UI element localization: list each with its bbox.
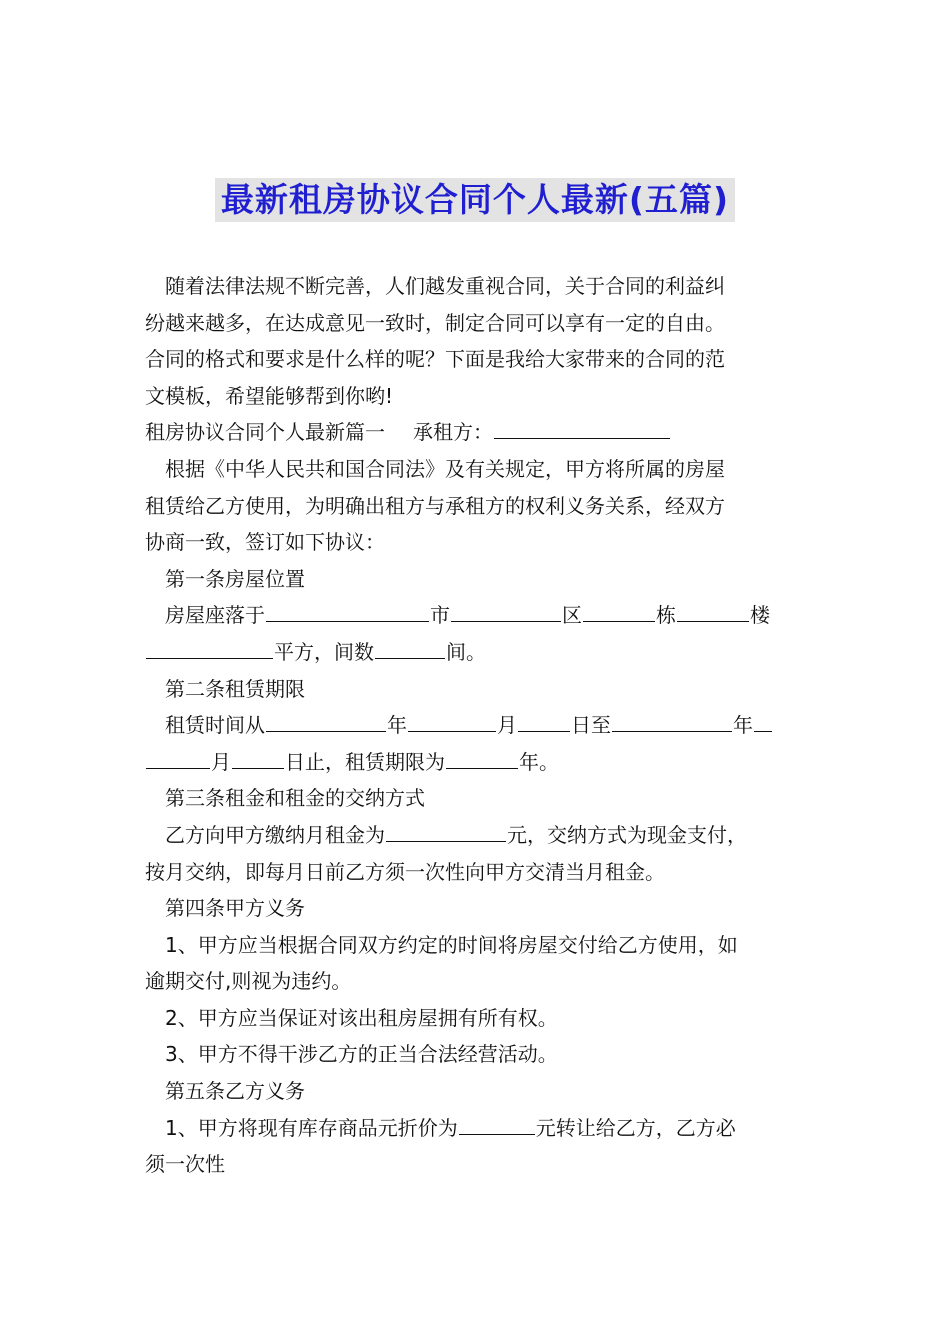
- start-month-blank: [408, 713, 496, 732]
- district-label: 区: [562, 603, 582, 628]
- end-month-blank-a: [754, 713, 772, 732]
- intro-line-1: 随着法律法规不断完善，人们越发重视合同，关于合同的利益纠: [165, 274, 725, 298]
- article-5-item-1-line-2: 须一次性: [145, 1152, 225, 1177]
- end-day-blank: [232, 750, 284, 769]
- article-5-item-1-line-1: [145, 1110, 810, 1147]
- section-heading: 租房协议合同个人最新篇一: [145, 420, 385, 445]
- location-blank: [266, 603, 429, 622]
- building-blank: [677, 603, 749, 622]
- area-blank: [146, 640, 273, 659]
- start-month-label: 月: [497, 713, 517, 738]
- section-heading-line: [145, 414, 810, 451]
- end-year-blank: [612, 713, 732, 732]
- area-label: 平方，间数: [274, 639, 374, 664]
- article-4-heading: 第四条甲方义务: [165, 896, 305, 921]
- article-3-line-1: [145, 817, 810, 854]
- intro-line-2: 纷越来越多，在达成意见一致时，制定合同可以享有一定的自由。: [145, 310, 725, 335]
- term-years-label: 年。: [519, 749, 559, 774]
- article-4-item-1-line-1: 1、甲方应当根据合同双方约定的时间将房屋交付给乙方使用，如: [165, 932, 738, 957]
- start-year-label: 年: [387, 713, 407, 738]
- end-day-label: 日止，租赁期限为: [285, 749, 445, 774]
- start-day-blank: [518, 713, 570, 732]
- inventory-blank: [459, 1116, 535, 1135]
- article-3-line-2: 按月交纳，即每月日前乙方须一次性向甲方交清当月租金。: [145, 859, 665, 884]
- end-year-label: 年: [733, 713, 753, 738]
- preamble-line-2: 租赁给乙方使用，为明确出租方与承租方的权利义务关系，经双方: [145, 493, 725, 518]
- intro-line-3: 合同的格式和要求是什么样的呢？下面是我给大家带来的合同的范: [145, 347, 725, 372]
- end-month-label: 月: [211, 749, 231, 774]
- building-label: 栋: [656, 603, 676, 628]
- article-3-heading: 第三条租金和租金的交纳方式: [165, 786, 425, 811]
- article-2-heading: 第二条租赁期限: [165, 676, 305, 701]
- article-4-item-1-line-2: 逾期交付,则视为违约。: [145, 969, 352, 994]
- inventory-suffix: 元转让给乙方，乙方必: [535, 1115, 736, 1140]
- article-5-heading: 第五条乙方义务: [165, 1079, 305, 1104]
- title-container: [0, 178, 950, 222]
- intro-line-4: 文模板，希望能够帮到你哟!: [145, 383, 394, 408]
- district-blank: [583, 603, 655, 622]
- rooms-blank: [375, 640, 445, 659]
- floor-label: 楼: [750, 603, 770, 628]
- end-month-blank-b: [146, 750, 210, 769]
- rent-suffix: 元，交纳方式为现金支付，: [507, 822, 747, 847]
- city-label: 市: [430, 603, 450, 628]
- article-2-line-2: [145, 744, 810, 781]
- article-4-item-3: 3、甲方不得干涉乙方的正当合法经营活动。: [165, 1042, 558, 1067]
- lessee-blank: [494, 420, 670, 439]
- document-body: [145, 268, 810, 1183]
- start-day-label: 日至: [571, 713, 611, 738]
- rent-prefix: 乙方向甲方缴纳月租金为: [165, 822, 385, 847]
- document-title: 最新租房协议合同个人最新(五篇): [215, 178, 735, 222]
- rent-blank: [386, 823, 506, 842]
- article-1-line-2: [145, 634, 810, 671]
- article-1-line-1: [145, 597, 810, 634]
- article-1-heading: 第一条房屋位置: [165, 566, 305, 591]
- article-2-line-1: [145, 707, 810, 744]
- inventory-prefix: 1、甲方将现有库存商品元折价为: [165, 1115, 458, 1140]
- article-4-item-2: 2、甲方应当保证对该出租房屋拥有所有权。: [165, 1005, 558, 1030]
- start-year-blank: [266, 713, 386, 732]
- location-prefix: 房屋座落于: [165, 603, 265, 628]
- term-prefix: 租赁时间从: [165, 713, 265, 738]
- city-blank: [451, 603, 561, 622]
- lessee-label: 承租方：: [413, 420, 493, 445]
- preamble-line-1: 根据《中华人民共和国合同法》及有关规定，甲方将所属的房屋: [165, 456, 725, 481]
- rooms-label: 间。: [446, 639, 486, 664]
- term-years-blank: [446, 750, 518, 769]
- preamble-line-3: 协商一致，签订如下协议：: [145, 530, 385, 555]
